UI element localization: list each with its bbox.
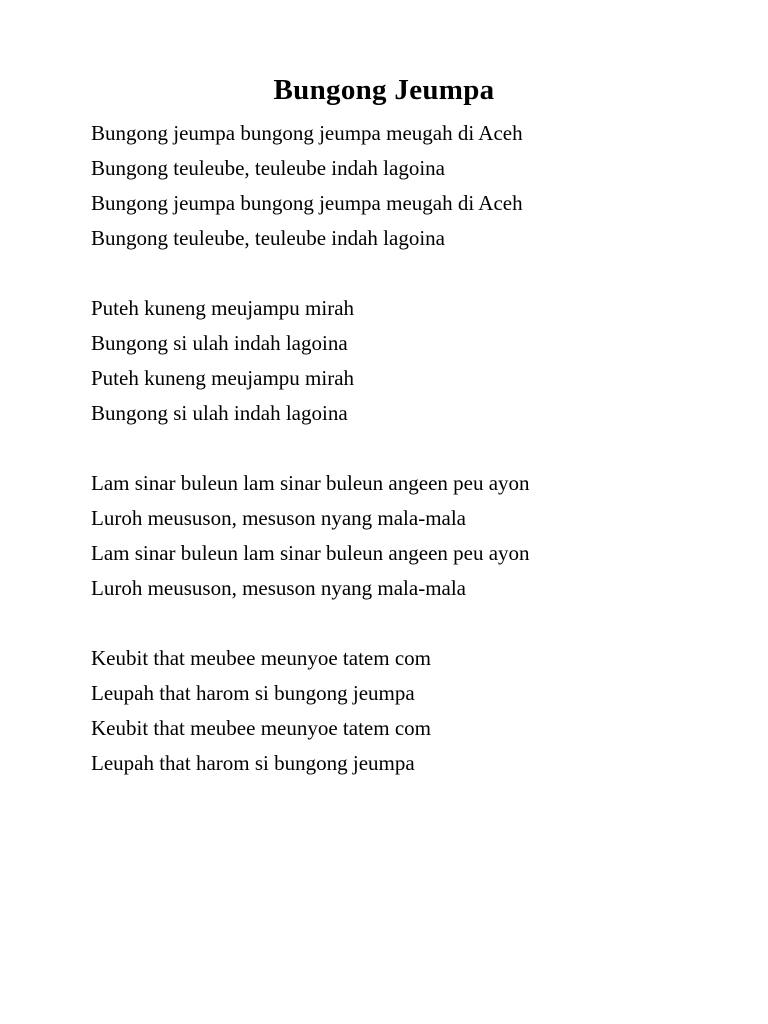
lyric-line: Leupah that harom si bungong jeumpa	[91, 751, 415, 775]
lyric-line: Bungong jeumpa bungong jeumpa meugah di Aceh	[91, 121, 523, 145]
lyric-line: Luroh meususon, mesuson nyang mala-mala	[91, 506, 467, 530]
lyrics-body	[91, 116, 731, 816]
stanza-1	[91, 116, 731, 256]
lyric-line: Bungong jeumpa bungong jeumpa meugah di Aceh	[91, 191, 523, 215]
lyric-line: Bungong teuleube, teuleube indah lagoina	[91, 226, 445, 250]
lyric-line: Leupah that harom si bungong jeumpa	[91, 681, 415, 705]
stanza-3	[91, 466, 731, 606]
lyric-line: Bungong si ulah indah lagoina	[91, 401, 348, 425]
stanza-2	[91, 291, 731, 431]
lyric-line: Puteh kuneng meujampu mirah	[91, 366, 355, 390]
lyric-line: Luroh meususon, mesuson nyang mala-mala	[91, 576, 467, 600]
stanza-4	[91, 641, 731, 781]
lyric-line: Keubit that meubee meunyoe tatem com	[91, 646, 431, 670]
lyric-line: Puteh kuneng meujampu mirah	[91, 296, 355, 320]
lyric-line: Lam sinar buleun lam sinar buleun angeen peu ayon	[91, 541, 530, 565]
song-title: Bungong Jeumpa	[273, 74, 495, 106]
lyric-line: Keubit that meubee meunyoe tatem com	[91, 716, 431, 740]
lyric-line: Lam sinar buleun lam sinar buleun angeen peu ayon	[91, 471, 530, 495]
lyric-line: Bungong teuleube, teuleube indah lagoina	[91, 156, 445, 180]
lyric-line: Bungong si ulah indah lagoina	[91, 331, 348, 355]
